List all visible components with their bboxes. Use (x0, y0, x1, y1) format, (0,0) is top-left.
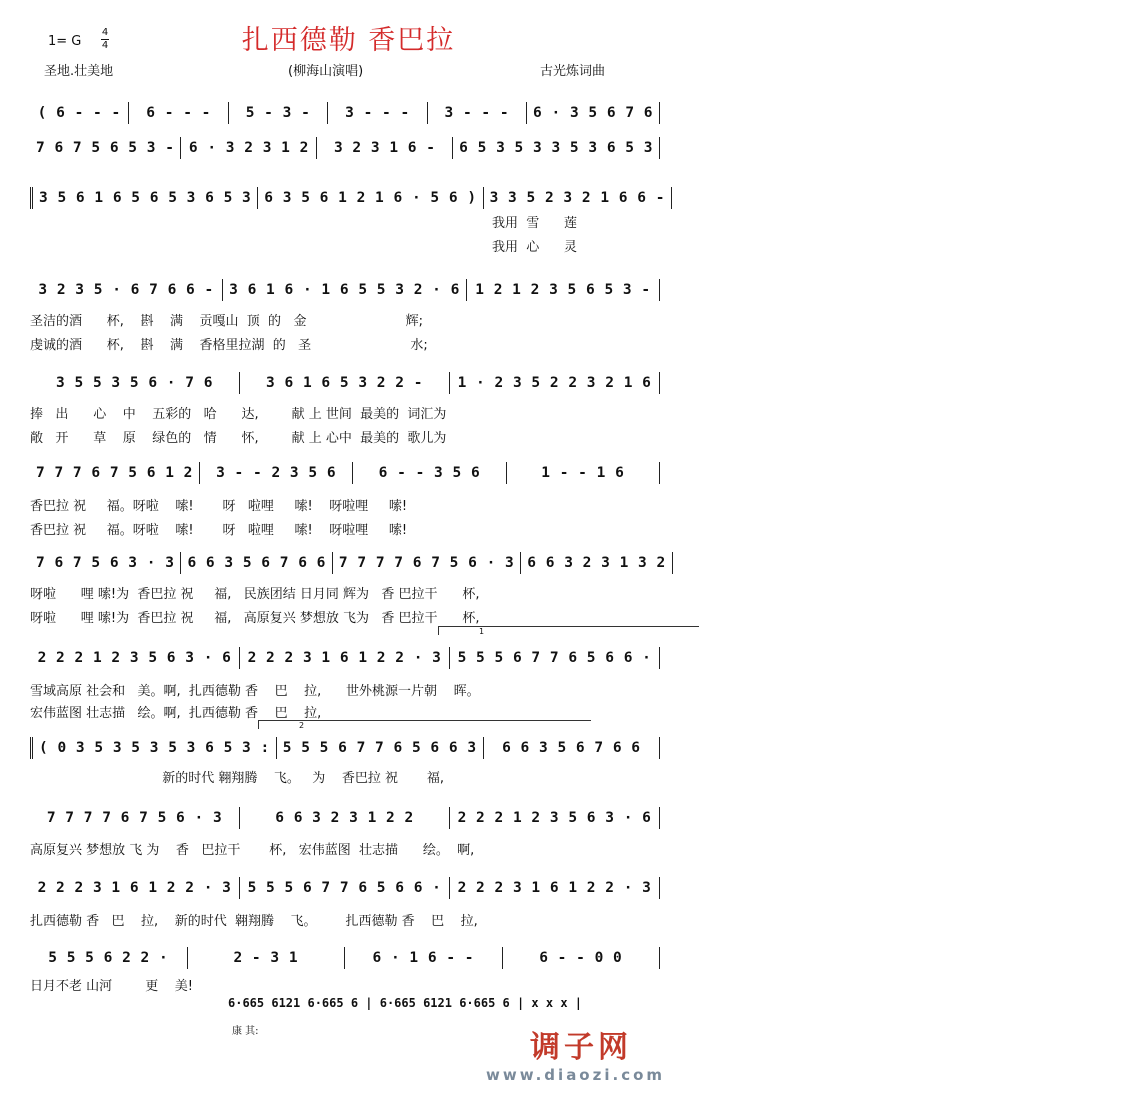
measure (449, 372, 660, 394)
singer-credit: (柳海山演唱) (288, 64, 364, 79)
measure-notes: 6 - - 0 0 (539, 950, 623, 966)
measure-notes: 6 6 3 2 3 1 2 2 (275, 810, 414, 826)
measure-notes: 6 · 1 6 - - (372, 950, 475, 966)
measure-notes: 2 2 2 3 1 6 1 2 2 · 3 (457, 880, 652, 896)
measure (449, 807, 660, 829)
music-line (30, 875, 660, 901)
measure (352, 462, 505, 484)
lyrics-line-8b: 宏伟蓝图 壮志描 绘。啊, 扎西德勒 香 巴 拉, (30, 706, 322, 721)
measure (239, 647, 449, 669)
lyrics-line-9a: 新的时代 翱翔腾 飞。 为 香巴拉 祝 福, (30, 771, 445, 786)
lyrics-line-6b: 香巴拉 祝 福。呀啦 嗦! 呀 啦哩 嗦! 呀啦哩 嗦! (30, 523, 408, 538)
music-line (30, 945, 660, 971)
measure (222, 279, 466, 301)
volta-first-ending (438, 626, 699, 635)
measure (316, 137, 452, 159)
measure (30, 462, 199, 484)
measure-notes: 5 5 5 6 7 7 6 5 6 6 · (247, 880, 442, 896)
measure-notes: 3 - - - (444, 105, 510, 121)
measure-notes: 7 6 7 5 6 3 · 3 (36, 555, 175, 571)
measure (30, 552, 180, 574)
meter-top: 4 (101, 27, 109, 38)
lyrics-line-5a: 捧 出 心 中 五彩的 哈 达, 献 上 世间 最美的 词汇为 (30, 407, 447, 422)
site-logo: 调子网 (530, 1030, 632, 1065)
measure (449, 877, 660, 899)
measure-notes: ( 6 - - - (37, 105, 121, 121)
measure (526, 102, 660, 124)
measure-notes: 6 · 3 5 6 7 6 (533, 105, 654, 121)
measure (483, 187, 672, 209)
measure (502, 947, 661, 969)
measure-notes: 6 6 3 2 3 1 3 2 (527, 555, 666, 571)
composer-credit: 古光炼词曲 (540, 64, 606, 79)
lyrics-line-12a: 日月不老 山河 更 美! (30, 979, 193, 994)
measure-notes: 5 - 3 - (245, 105, 311, 121)
measure (332, 552, 520, 574)
measure (449, 647, 660, 669)
measure-notes: 2 2 2 3 1 6 1 2 2 · 3 (247, 650, 442, 666)
measure (128, 102, 227, 124)
measure (30, 137, 180, 159)
measure-notes: 5 5 5 6 7 7 6 5 6 6 3 (282, 740, 477, 756)
music-line (30, 805, 660, 831)
time-signature (101, 28, 109, 51)
measure-notes: 7 6 7 5 6 5 3 - (36, 140, 175, 156)
measure-notes: 3 6 1 6 · 1 6 5 5 3 2 · 6 (229, 282, 460, 298)
measure (30, 947, 187, 969)
volta-second-number: 2 (299, 721, 305, 730)
measure-notes: 7 7 7 7 6 7 5 6 · 3 (46, 810, 223, 826)
measure-notes: 6 · 3 2 3 1 2 (188, 140, 309, 156)
measure (327, 102, 426, 124)
measure (180, 552, 331, 574)
meter-bottom: 4 (101, 40, 109, 51)
measure (427, 102, 526, 124)
measure (452, 137, 660, 159)
lyrics-line-3a: 我用 雪 莲 (492, 216, 578, 231)
site-url: www.diaozi.com (486, 1066, 666, 1084)
lyrics-line-7a: 呀啦 哩 嗦!为 香巴拉 祝 福, 民族团结 日月同 辉为 香 巴拉干 杯, (30, 587, 480, 602)
measure-notes: 1 2 1 2 3 5 6 5 3 - (475, 282, 651, 298)
measure-notes: 7 7 7 7 6 7 5 6 · 3 (338, 555, 515, 571)
measure (520, 552, 672, 574)
lyrics-line-11a: 扎西德勒 香 巴 拉, 新的时代 翱翔腾 飞。 扎西德勒 香 巴 拉, (30, 914, 478, 929)
volta-second-ending (258, 720, 591, 729)
measure-notes: 6 - - - (146, 105, 211, 121)
measure (276, 737, 483, 759)
measure-notes: 1 · 2 3 5 2 2 3 2 1 6 (457, 375, 652, 391)
measure-notes: 6 3 5 6 1 2 1 6 · 5 6 ) (264, 190, 477, 206)
measure-notes: 6 6 3 5 6 7 6 6 (502, 740, 641, 756)
music-line (30, 550, 666, 576)
measure-notes: 3 2 3 5 · 6 7 6 6 - (38, 282, 214, 298)
measure (199, 462, 352, 484)
measure (239, 877, 449, 899)
interlude-label: 康 其: (232, 1026, 259, 1037)
measure-notes: 2 2 2 3 1 6 1 2 2 · 3 (37, 880, 232, 896)
measure (30, 102, 128, 124)
music-line (30, 645, 660, 671)
measure-notes: 6 6 3 5 6 7 6 6 (187, 555, 326, 571)
music-line (30, 735, 660, 761)
music-line (30, 277, 660, 303)
measure (239, 807, 449, 829)
measure (30, 877, 239, 899)
lyrics-line-5b: 敞 开 草 原 绿色的 情 怀, 献 上 心中 最美的 歌儿为 (30, 431, 447, 446)
lyrics-line-6a: 香巴拉 祝 福。呀啦 嗦! 呀 啦哩 嗦! 呀啦哩 嗦! (30, 499, 408, 514)
music-line (30, 135, 660, 161)
measure-notes: 3 6 1 6 5 3 2 2 - (266, 375, 423, 391)
measure (30, 279, 222, 301)
music-line (30, 460, 660, 486)
measure-notes: 3 5 5 3 5 6 · 7 6 (56, 375, 213, 391)
measure-notes: 3 - - 2 3 5 6 (216, 465, 337, 481)
measure (344, 947, 502, 969)
lyrics-line-10a: 高原复兴 梦想放 飞 为 香 巴拉干 杯, 宏伟蓝图 壮志描 绘。 啊, (30, 843, 475, 858)
measure-notes: 3 - - - (345, 105, 410, 121)
measure (483, 737, 660, 759)
measure-notes: 2 2 2 1 2 3 5 6 3 · 6 (457, 810, 652, 826)
measure-notes: ( 0 3 5 3 5 3 5 3 6 5 3 : (39, 740, 270, 756)
music-line (30, 370, 660, 396)
lyrics-line-4b: 虔诚的酒 杯, 斟 满 香格里拉湖 的 圣 水; (30, 338, 428, 353)
measure (180, 137, 316, 159)
measure-notes: 6 5 3 5 3 3 5 3 6 5 3 (459, 140, 653, 156)
album-name: 圣地.壮美地 (44, 64, 114, 79)
song-title: 扎西德勒 香巴拉 (241, 25, 456, 56)
measure-notes: 2 2 2 1 2 3 5 6 3 · 6 (37, 650, 232, 666)
measure (30, 187, 257, 209)
interlude-numbers: 6·665 6121 6·665 6 | 6·665 6121 6·665 6 | x x x | (228, 996, 583, 1010)
measure (466, 279, 660, 301)
measure-notes: 1 - - 1 6 (541, 465, 625, 481)
measure-notes: 3 5 6 1 6 5 6 5 3 6 5 3 (39, 190, 252, 206)
measure (187, 947, 345, 969)
lyrics-line-8a: 雪域高原 社会和 美。啊, 扎西德勒 香 巴 拉, 世外桃源一片朝 晖。 (30, 684, 480, 699)
lyrics-line-7b: 呀啦 哩 嗦!为 香巴拉 祝 福, 高原复兴 梦想放 飞为 香 巴拉干 杯, (30, 611, 480, 626)
measure (30, 737, 276, 759)
measure (506, 462, 660, 484)
measure (30, 372, 239, 394)
measure (30, 647, 239, 669)
music-line (30, 100, 660, 126)
lyrics-line-4a: 圣洁的酒 杯, 斟 满 贡嘎山 顶 的 金 辉; (30, 314, 423, 329)
measure (239, 372, 449, 394)
lyrics-line-3b: 我用 心 灵 (492, 240, 578, 255)
key-signature: 1= G (48, 34, 82, 49)
measure-notes: 5 5 5 6 2 2 · (48, 950, 169, 966)
measure (30, 807, 239, 829)
volta-first-number: 1 (479, 627, 485, 636)
measure (228, 102, 327, 124)
measure-notes: 6 - - 3 5 6 (378, 465, 481, 481)
measure (257, 187, 482, 209)
measure-notes: 7 7 7 6 7 5 6 1 2 (36, 465, 193, 481)
measure-notes: 3 3 5 2 3 2 1 6 6 - (489, 190, 665, 206)
measure-notes: 3 2 3 1 6 - (333, 140, 436, 156)
music-line (30, 185, 665, 211)
measure-notes: 5 5 5 6 7 7 6 5 6 6 · (457, 650, 652, 666)
measure-notes: 2 - 3 1 (233, 950, 299, 966)
